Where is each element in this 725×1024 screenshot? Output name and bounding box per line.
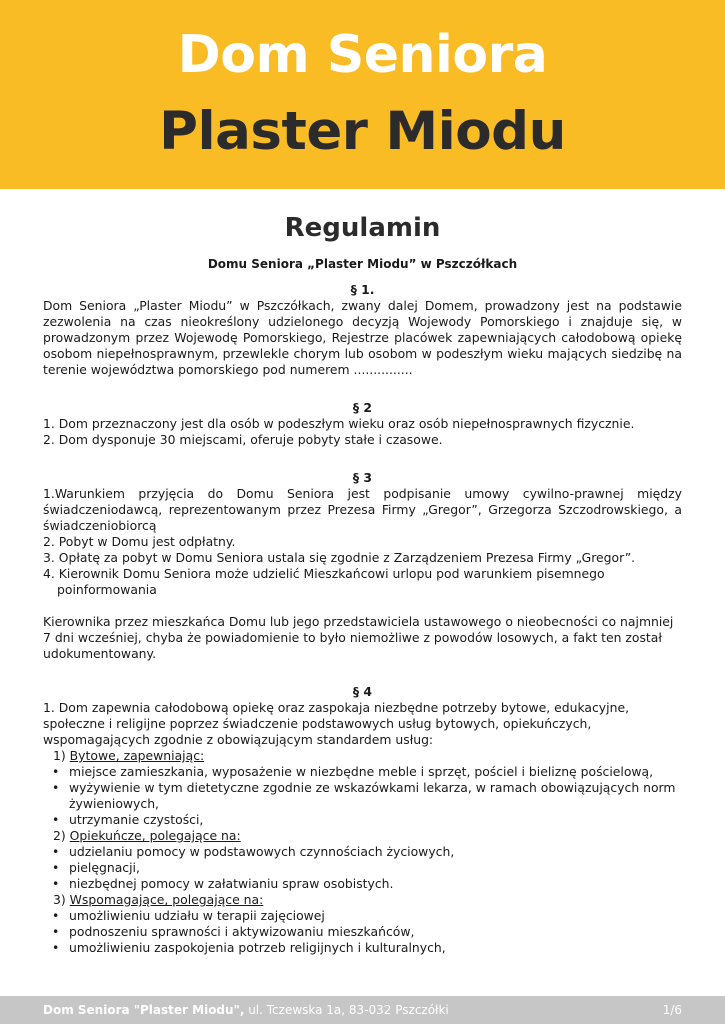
section-2-heading: § 2 — [352, 400, 373, 415]
list-item: • podnoszeniu sprawności i aktywizowaniu mieszkańców, — [52, 924, 415, 939]
group-opiekuncze — [43, 828, 682, 844]
page-number: 1/6 — [662, 1003, 682, 1017]
section-1-text: Dom Seniora „Plaster Miodu” w Pszczółkach, zwany dalej Domem, prowadzony jest na podstawie zezwolenia na czas nieokreślony udzielonego decyzją Wojewody Pomorskiego i znajduje się, w prowadzonym przez Wojewodę Pomorskiego, Rejestrze placówek zapewniających całodobową opiekę osobom niepełnosprawnym, przewlekle chorym lub osobom w podeszłym wieku mających siedzibę na terenie województwa pomorskiego pod numerem ............... — [43, 298, 682, 377]
list-item: • umożliwieniu zaspokojenia potrzeb religijnych i kulturalnych, — [52, 940, 446, 955]
group-number: 2) — [53, 828, 66, 843]
list-item: • udzielaniu pomocy w podstawowych czynnościach życiowych, — [52, 844, 455, 859]
group-opiekuncze-list — [43, 844, 682, 892]
footer-address: ul. Tczewska 1a, 83-032 Pszczółki — [244, 1003, 449, 1017]
bullet-icon: • — [52, 844, 60, 859]
group-bytowe — [43, 748, 682, 764]
document-subtitle: Domu Seniora „Plaster Miodu” w Pszczółkach — [207, 257, 518, 271]
group-bytowe-list — [43, 764, 682, 828]
header-title-line1: Dom Seniora — [177, 25, 548, 85]
group-label: Bytowe, zapewniając: — [69, 748, 205, 763]
bullet-icon: • — [52, 764, 60, 779]
section-3-item-4-cont: poinformowania — [57, 582, 157, 597]
list-item: • niezbędnej pomocy w załatwianiu spraw osobistych. — [52, 876, 394, 891]
list-item: • umożliwieniu udziału w terapii zajęciowej — [52, 908, 325, 923]
bullet-icon: • — [52, 908, 60, 923]
section-3-note: Kierownika przez mieszkańca Domu lub jego przedstawiciela ustawowego o nieobecności co najmniej 7 dni wcześniej, chyba że powiadomienie to było niemożliwe z powodów losowych, a fakt ten został udokumentowany. — [43, 614, 674, 661]
list-item: • pielęgnacji, — [52, 860, 140, 875]
list-item: • utrzymanie czystości, — [52, 812, 204, 827]
group-number: 3) — [53, 892, 66, 907]
bullet-icon: • — [52, 940, 60, 955]
footer-organization — [43, 996, 449, 1024]
section-4-intro: 1. Dom zapewnia całodobową opiekę oraz zaspokaja niezbędne potrzeby bytowe, edukacyjne, społeczne i religijne poprzez świadczenie podstawowych usług bytowych, opiekuńczych, wspomagających zgodnie z obowiązującym standardem usług: — [43, 700, 630, 747]
section-3-item-2: 2. Pobyt w Domu jest odpłatny. — [43, 534, 236, 549]
section-3-item-4: 4. Kierownik Domu Seniora może udzielić Mieszkańcowi urlopu pod warunkiem pisemnego — [43, 566, 605, 581]
bullet-icon: • — [52, 812, 60, 827]
section-4-heading: § 4 — [352, 684, 373, 699]
group-number: 1) — [53, 748, 66, 763]
page-footer — [0, 996, 725, 1024]
group-wspomagajace-list — [43, 908, 682, 956]
section-3-heading: § 3 — [352, 470, 373, 485]
group-label: Wspomagające, polegające na: — [69, 892, 264, 907]
list-item: • wyżywienie w tym dietetyczne zgodnie ze wskazówkami lekarza, w ramach obowiązujących norm żywieniowych, — [52, 780, 676, 811]
group-label: Opiekuńcze, polegające na: — [69, 828, 241, 843]
bullet-icon: • — [52, 876, 60, 891]
document-body — [43, 210, 682, 956]
bullet-icon: • — [52, 860, 60, 875]
header-title-line2: Plaster Miodu — [159, 101, 566, 162]
bullet-icon: • — [52, 780, 60, 795]
section-2-item: 1. Dom przeznaczony jest dla osób w podeszłym wieku oraz osób niepełnosprawnych fizycznie. — [43, 416, 635, 431]
section-1-heading: § 1. — [350, 282, 375, 297]
footer-name: Dom Seniora "Plaster Miodu", — [43, 1003, 245, 1017]
bullet-icon: • — [52, 924, 60, 939]
header-banner — [0, 0, 725, 189]
section-3-item-1: 1.Warunkiem przyjęcia do Domu Seniora jest podpisanie umowy cywilno-prawnej między świadczeniodawcą, reprezentowanym przez Prezesa Firmy „Gregor”, Grzegorza Szczodrowskiego, a świadczeniobiorcą — [43, 486, 682, 533]
group-wspomagajace — [43, 892, 682, 908]
section-3-item-3: 3. Opłatę za pobyt w Domu Seniora ustala się zgodnie z Zarządzeniem Prezesa Firmy „Gregor”. — [43, 550, 636, 565]
section-2-item: 2. Dom dysponuje 30 miejscami, oferuje pobyty stałe i czasowe. — [43, 432, 443, 447]
list-item: • miejsce zamieszkania, wyposażenie w niezbędne meble i sprzęt, pościel i bieliznę pościelową, — [52, 764, 654, 779]
document-title: Regulamin — [284, 213, 441, 243]
